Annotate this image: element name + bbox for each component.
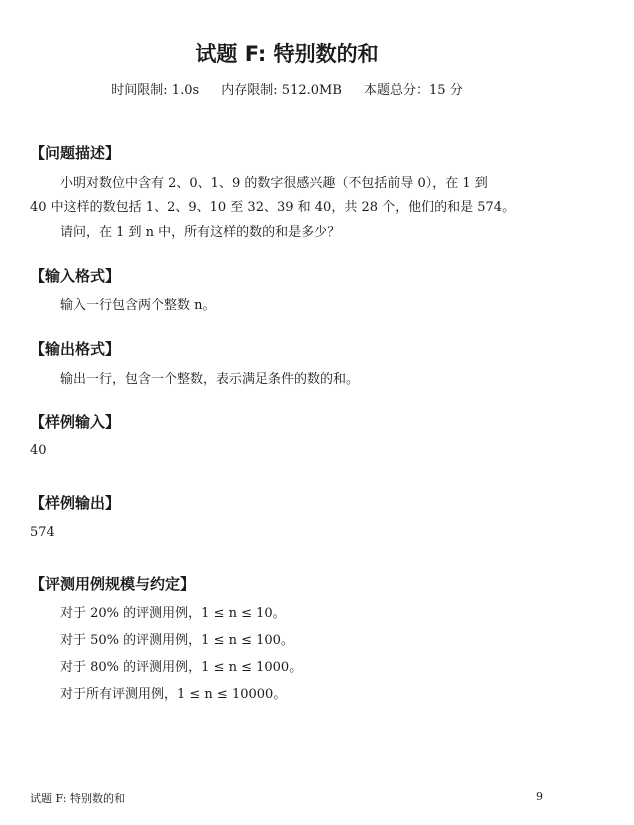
memory-limit: 内存限制: 512.0MB <box>221 83 342 98</box>
scale-item-2: 对于 50% 的评测用例，1 ≤ n ≤ 100。 <box>60 633 294 648</box>
description-heading: 【问题描述】 <box>30 144 121 162</box>
scale-item-1: 对于 20% 的评测用例，1 ≤ n ≤ 10。 <box>60 606 286 621</box>
page-title: 试题 F: 特别数的和 <box>195 42 379 66</box>
sample-output-heading: 【样例输出】 <box>30 494 121 512</box>
sample-output-text: 574 <box>30 525 55 540</box>
limits-bar <box>0 79 574 98</box>
time-limit: 时间限制: 1.0s <box>111 83 200 98</box>
sample-input-text: 40 <box>30 443 47 458</box>
description-line-3: 请问，在 1 到 n 中，所有这样的数的和是多少？ <box>60 225 341 240</box>
sample-input-heading: 【样例输入】 <box>30 413 121 431</box>
description-line-2: 40 中这样的数包括 1、2、9、10 至 32、39 和 40，共 28 个，他们的和是 574。 <box>30 200 516 215</box>
description-line-1: 小明对数位中含有 2、0、1、9 的数字很感兴趣（不包括前导 0），在 1 到 <box>60 176 488 191</box>
footer-title: 试题 F: 特别数的和 <box>30 792 125 805</box>
input-format-heading: 【输入格式】 <box>30 267 121 285</box>
input-format-text: 输入一行包含两个整数 n。 <box>60 298 216 313</box>
output-format-text: 输出一行，包含一个整数，表示满足条件的数的和。 <box>60 372 360 387</box>
total-score: 本题总分：15 分 <box>364 83 463 98</box>
scale-item-3: 对于 80% 的评测用例，1 ≤ n ≤ 1000。 <box>60 660 303 675</box>
scale-item-4: 对于所有评测用例，1 ≤ n ≤ 10000。 <box>60 687 287 702</box>
output-format-heading: 【输出格式】 <box>30 340 121 358</box>
scale-heading: 【评测用例规模与约定】 <box>30 575 196 593</box>
page-number: 9 <box>536 790 543 803</box>
